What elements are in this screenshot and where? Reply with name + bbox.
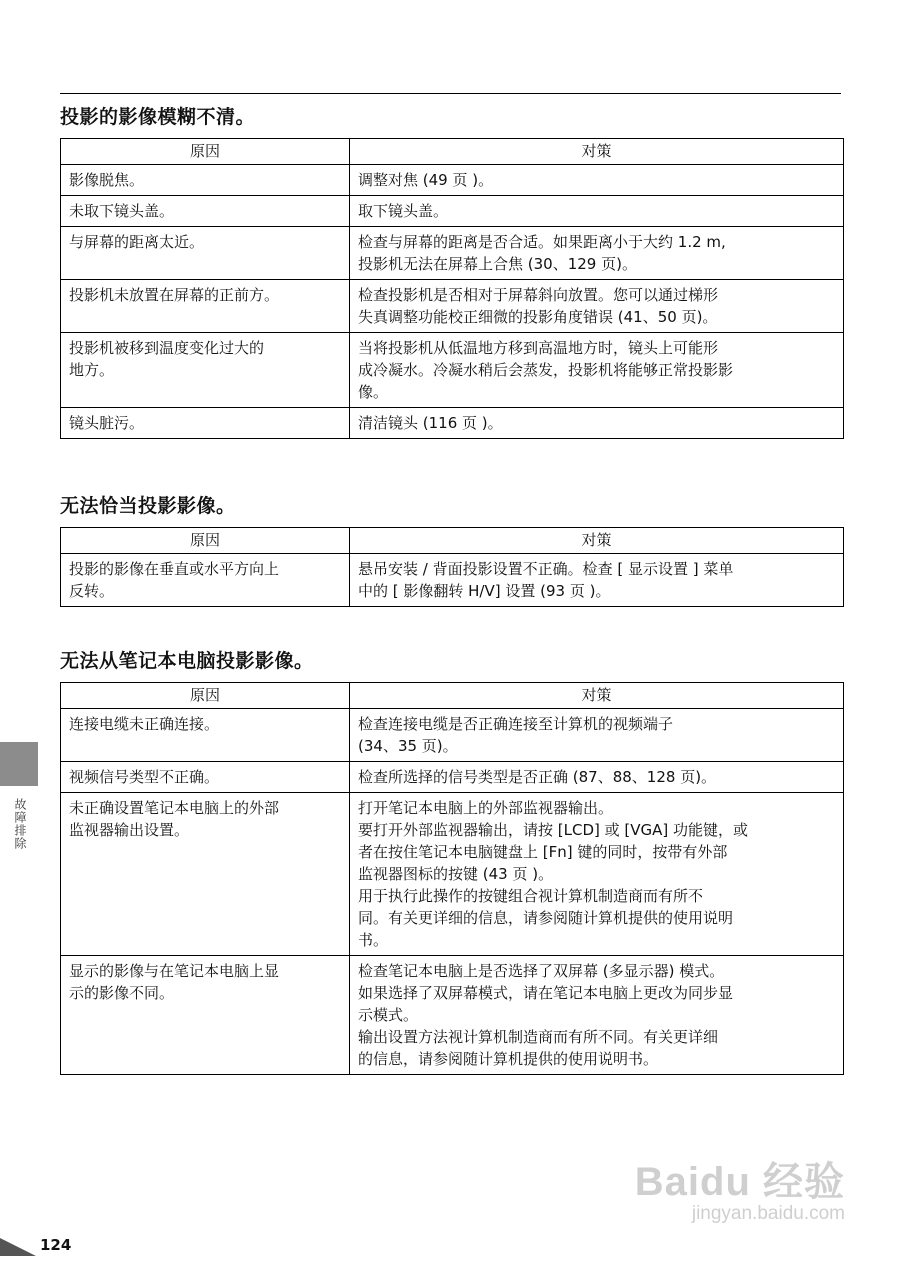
table-header-row (61, 683, 844, 709)
watermark-url: jingyan.baidu.com (691, 1203, 845, 1224)
solution-cell: 调整对焦 (49 页 )。 (350, 165, 844, 196)
table-row (61, 196, 844, 227)
table-row (61, 333, 844, 408)
header-solution: 对策 (350, 139, 844, 165)
table-row (61, 793, 844, 956)
solution-cell: 悬吊安装 / 背面投影设置不正确。检查 [ 显示设置 ] 菜单 中的 [ 影像翻转 H/V] 设置 (93 页 )。 (350, 554, 844, 607)
cause-cell: 投影机被移到温度变化过大的 地方。 (61, 333, 350, 408)
solution-cell: 当将投影机从低温地方移到高温地方时，镜头上可能形 成冷凝水。冷凝水稍后会蒸发，投影机将能够正常投影影 像。 (350, 333, 844, 408)
table-row (61, 280, 844, 333)
header-solution: 对策 (350, 683, 844, 709)
watermark (635, 1150, 845, 1225)
solution-cell: 检查笔记本电脑上是否选择了双屏幕 (多显示器) 模式。 如果选择了双屏幕模式，请在笔记本电脑上更改为同步显 示模式。 输出设置方法视计算机制造商而有所不同。有关更详细 的信息，请参阅随计算机提供的使用说明书。 (350, 956, 844, 1075)
table-header-row (61, 139, 844, 165)
cause-cell: 投影机未放置在屏幕的正前方。 (61, 280, 350, 333)
solution-cell: 检查与屏幕的距离是否合适。如果距离小于大约 1.2 m, 投影机无法在屏幕上合焦 (30、129 页)。 (350, 227, 844, 280)
section-improper-projection (60, 493, 843, 607)
troubleshooting-table (60, 138, 844, 439)
solution-cell: 检查所选择的信号类型是否正确 (87、88、128 页)。 (350, 762, 844, 793)
solution-cell: 检查连接电缆是否正确连接至计算机的视频端子 (34、35 页)。 (350, 709, 844, 762)
top-rule (60, 93, 841, 94)
cause-cell: 与屏幕的距离太近。 (61, 227, 350, 280)
header-cause: 原因 (61, 528, 350, 554)
solution-cell: 检查投影机是否相对于屏幕斜向放置。您可以通过梯形 失真调整功能校正细微的投影角度错误 (41、50 页)。 (350, 280, 844, 333)
troubleshooting-table (60, 682, 844, 1075)
table-row (61, 408, 844, 439)
cause-cell: 显示的影像与在笔记本电脑上显 示的影像不同。 (61, 956, 350, 1075)
cause-cell: 镜头脏污。 (61, 408, 350, 439)
table-row (61, 554, 844, 607)
header-cause: 原因 (61, 139, 350, 165)
troubleshooting-table (60, 527, 844, 607)
section-laptop-projection (60, 648, 843, 1075)
table-row (61, 709, 844, 762)
section-title: 无法恰当投影影像。 (60, 495, 236, 517)
solution-cell: 取下镜头盖。 (350, 196, 844, 227)
table-row (61, 227, 844, 280)
chapter-tab (0, 742, 38, 786)
chapter-label: 故障排除 (13, 798, 27, 850)
cause-cell: 未正确设置笔记本电脑上的外部 监视器输出设置。 (61, 793, 350, 956)
cause-cell: 视频信号类型不正确。 (61, 762, 350, 793)
table-row (61, 762, 844, 793)
watermark-logo: Baidu 经验 (634, 1160, 845, 1204)
cause-cell: 投影的影像在垂直或水平方向上 反转。 (61, 554, 350, 607)
cause-cell: 连接电缆未正确连接。 (61, 709, 350, 762)
page-number-marker (0, 1238, 36, 1256)
table-row (61, 165, 844, 196)
table-row (61, 956, 844, 1075)
solution-cell: 打开笔记本电脑上的外部监视器输出。 要打开外部监视器输出，请按 [LCD] 或 [VGA] 功能键，或 者在按住笔记本电脑键盘上 [Fn] 键的同时，按带有外部 监视器图标的按键 (43 页 )。 用于执行此操作的按键组合视计算机制造商而有所不 同。有关更详细的信息，请参阅随计算机提供的使用说明 书。 (350, 793, 844, 956)
section-blurry-image (60, 104, 843, 439)
solution-cell: 清洁镜头 (116 页 )。 (350, 408, 844, 439)
section-title: 无法从笔记本电脑投影影像。 (60, 650, 314, 672)
page-number: 124 (40, 1236, 72, 1254)
header-solution: 对策 (350, 528, 844, 554)
table-header-row (61, 528, 844, 554)
cause-cell: 未取下镜头盖。 (61, 196, 350, 227)
section-title: 投影的影像模糊不清。 (60, 106, 256, 128)
header-cause: 原因 (61, 683, 350, 709)
cause-cell: 影像脱焦。 (61, 165, 350, 196)
